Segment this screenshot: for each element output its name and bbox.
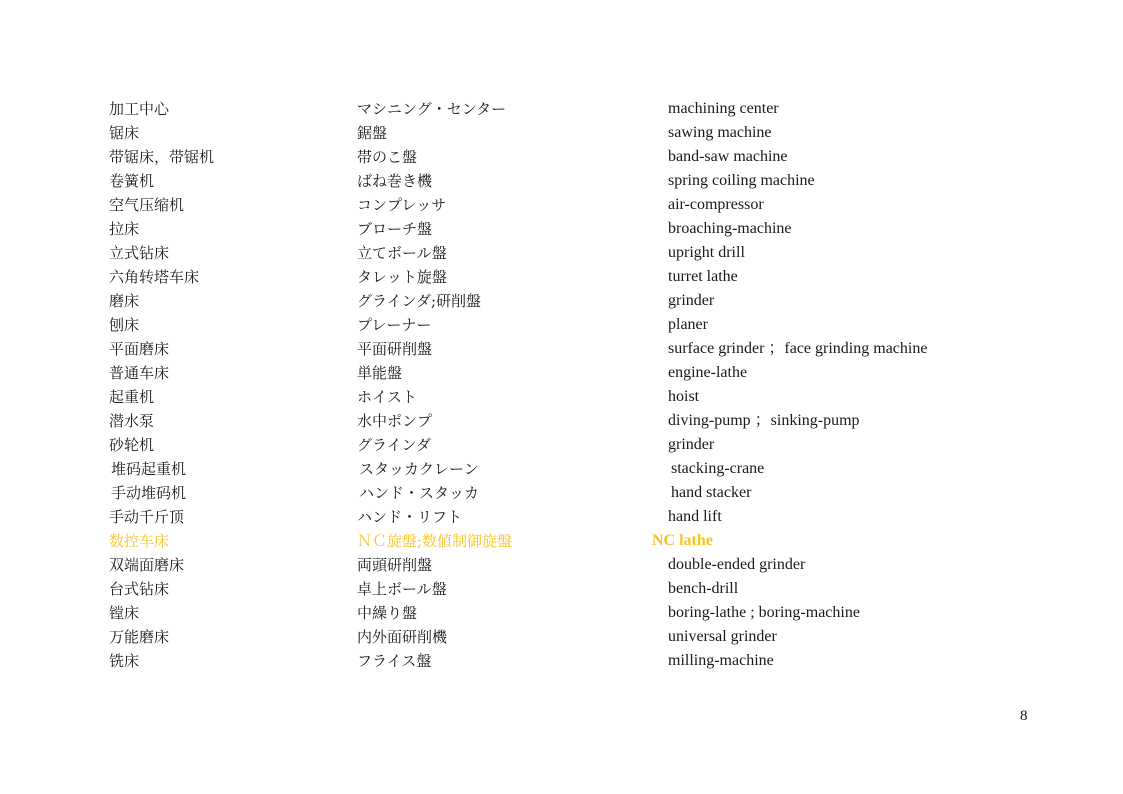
japanese-term: 卓上ボール盤: [357, 580, 447, 598]
japanese-term: ホイスト: [357, 388, 417, 406]
english-term: planer: [668, 316, 708, 333]
english-term: universal grinder: [668, 628, 777, 645]
english-term: double-ended grinder: [668, 556, 806, 573]
japanese-term: タレット旋盤: [357, 268, 447, 286]
glossary-row: [0, 457, 1123, 481]
japanese-term: プレーナー: [357, 316, 432, 334]
japanese-term: 鋸盤: [357, 124, 388, 142]
chinese-term: 万能磨床: [109, 628, 170, 646]
japanese-term: マシニング・センター: [357, 100, 507, 118]
chinese-term: 手动千斤顶: [109, 508, 185, 526]
japanese-term: フライス盤: [357, 652, 432, 670]
english-term: broaching-machine: [668, 220, 792, 237]
english-term: hoist: [668, 388, 700, 405]
chinese-term: 空气压缩机: [109, 196, 185, 214]
japanese-term: 立てボール盤: [357, 244, 447, 262]
glossary-row: [0, 121, 1123, 145]
japanese-term: 内外面研削機: [357, 628, 448, 646]
english-term: hand lift: [668, 508, 722, 525]
glossary-row: [0, 193, 1123, 217]
japanese-term: グラインダ: [357, 436, 431, 454]
english-term: machining center: [668, 100, 779, 117]
japanese-term: 水中ポンプ: [357, 412, 433, 430]
glossary-row: [0, 577, 1123, 601]
chinese-term: 铣床: [109, 652, 140, 670]
glossary-row: [0, 289, 1123, 313]
english-term: boring-lathe ; boring-machine: [668, 604, 860, 621]
english-term: grinder: [668, 292, 715, 309]
japanese-term: ハンド・リフト: [357, 508, 463, 526]
chinese-term: 潜水泵: [109, 412, 155, 430]
glossary-row: [0, 145, 1123, 169]
chinese-term: 磨床: [109, 292, 140, 310]
glossary-row: [0, 217, 1123, 241]
chinese-term: 双端面磨床: [109, 556, 185, 574]
japanese-term: コンプレッサ: [357, 196, 447, 214]
english-term: band-saw machine: [668, 148, 788, 165]
glossary-row: [0, 361, 1123, 385]
chinese-term: 砂轮机: [109, 436, 155, 454]
page-number: 8: [1020, 708, 1028, 724]
glossary-row: [0, 337, 1123, 361]
chinese-term: 手动堆码机: [111, 484, 187, 502]
japanese-term: 単能盤: [357, 364, 403, 382]
glossary-row: [0, 601, 1123, 625]
english-term: milling-machine: [668, 652, 774, 669]
japanese-term: スタッカクレーン: [359, 460, 479, 478]
english-term: hand stacker: [671, 484, 752, 501]
english-term: upright drill: [668, 244, 745, 261]
japanese-term: 両頭研削盤: [357, 556, 433, 574]
chinese-term: 锯床: [109, 124, 140, 142]
english-term: diving-pump ；sinking-pump: [668, 412, 860, 429]
chinese-term: 卷簧机: [109, 172, 155, 190]
chinese-term: 平面磨床: [109, 340, 170, 358]
chinese-term: 堆码起重机: [111, 460, 187, 478]
japanese-term: ばね巻き機: [357, 172, 433, 190]
chinese-term: 六角转塔车床: [109, 268, 200, 286]
english-term: NC lathe: [652, 532, 713, 549]
english-term: stacking-crane: [671, 460, 765, 477]
glossary-row: [0, 625, 1123, 649]
english-term: spring coiling machine: [668, 172, 815, 189]
glossary-row: [0, 409, 1123, 433]
japanese-term: ハンド・スタッカ: [359, 484, 480, 502]
glossary-row: [0, 241, 1123, 265]
chinese-term: 普通车床: [109, 364, 170, 382]
chinese-term: 拉床: [109, 220, 140, 238]
japanese-term: 帯のこ盤: [357, 148, 418, 166]
glossary-row: [0, 481, 1123, 505]
english-term: air-compressor: [668, 196, 764, 213]
japanese-term: ブローチ盤: [357, 220, 433, 238]
english-term: grinder: [668, 436, 715, 453]
chinese-term: 刨床: [109, 316, 140, 334]
chinese-term: 立式钻床: [109, 244, 170, 262]
chinese-term: 数控车床: [109, 532, 170, 550]
japanese-term: ＮＣ旋盤;数値制御旋盤: [357, 532, 513, 550]
english-term: engine-lathe: [668, 364, 748, 381]
chinese-term: 带锯床，带锯机: [109, 148, 215, 166]
glossary-row: [0, 433, 1123, 457]
glossary-row: [0, 265, 1123, 289]
glossary-table: [0, 97, 1123, 673]
glossary-row: [0, 97, 1123, 121]
japanese-term: グラインダ;研削盤: [357, 292, 482, 310]
glossary-row-highlighted: [0, 529, 1123, 553]
english-term: turret lathe: [668, 268, 738, 285]
japanese-term: 中繰り盤: [357, 604, 418, 622]
chinese-term: 台式钻床: [109, 580, 170, 598]
glossary-row: [0, 313, 1123, 337]
english-term: surface grinder ；face grinding machine: [668, 340, 928, 357]
japanese-term: 平面研削盤: [357, 340, 433, 358]
english-term: bench-drill: [668, 580, 739, 597]
glossary-row: [0, 505, 1123, 529]
glossary-row: [0, 649, 1123, 673]
glossary-row: [0, 169, 1123, 193]
chinese-term: 镗床: [109, 604, 140, 622]
chinese-term: 加工中心: [109, 100, 170, 118]
chinese-term: 起重机: [109, 388, 155, 406]
glossary-row: [0, 385, 1123, 409]
english-term: sawing machine: [668, 124, 772, 141]
glossary-row: [0, 553, 1123, 577]
